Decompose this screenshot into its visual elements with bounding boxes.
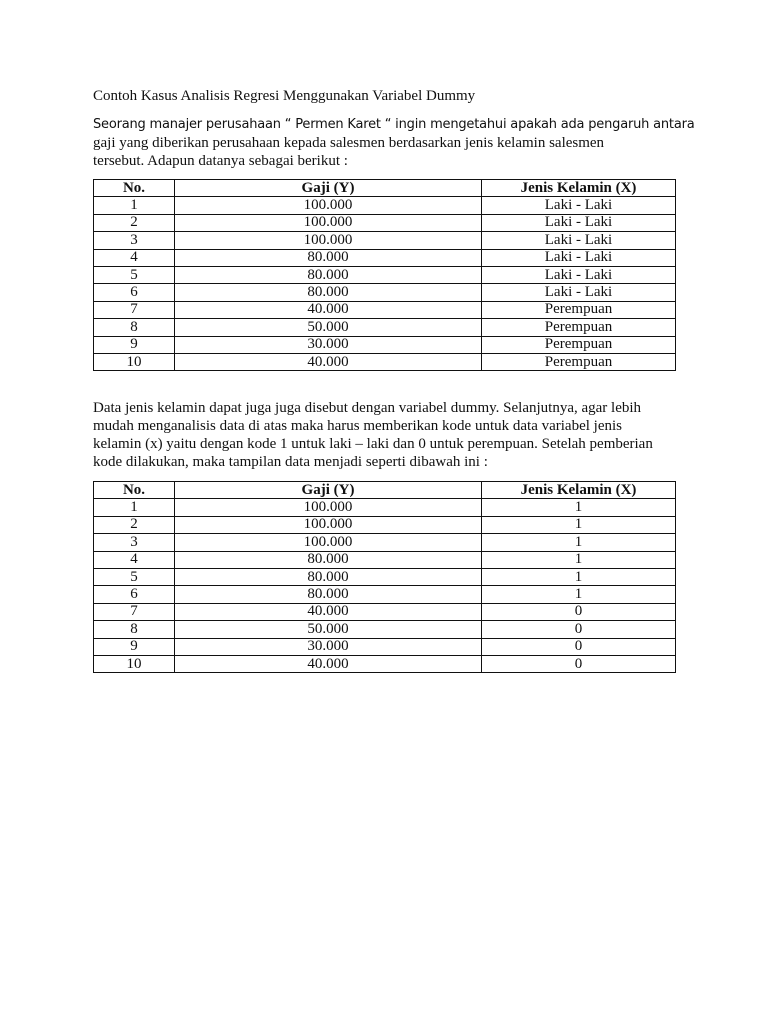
cell-gaji: 40.000 bbox=[175, 301, 482, 318]
table-row bbox=[94, 603, 676, 620]
cell-gaji: 80.000 bbox=[175, 568, 482, 585]
cell-no: 8 bbox=[94, 319, 175, 336]
cell-jenis-kelamin: 1 bbox=[482, 568, 676, 585]
table-row bbox=[94, 284, 676, 301]
cell-jenis-kelamin: Laki - Laki bbox=[482, 232, 676, 249]
explanation-paragraph bbox=[93, 399, 677, 471]
table-row bbox=[94, 319, 676, 336]
cell-no: 10 bbox=[94, 655, 175, 672]
intro-line: tersebut. Adapun datanya sebagai berikut : bbox=[93, 153, 348, 169]
cell-jenis-kelamin: Perempuan bbox=[482, 353, 676, 370]
explanation-line: kode dilakukan, maka tampilan data menjadi seperti dibawah ini : bbox=[93, 454, 488, 470]
cell-no: 7 bbox=[94, 603, 175, 620]
table-row bbox=[94, 534, 676, 551]
salary-gender-table bbox=[93, 179, 676, 371]
cell-gaji: 100.000 bbox=[175, 499, 482, 516]
cell-jenis-kelamin: 1 bbox=[482, 551, 676, 568]
document-title: Contoh Kasus Analisis Regresi Menggunakan Variabel Dummy bbox=[93, 88, 476, 104]
cell-no: 6 bbox=[94, 586, 175, 603]
column-header-jenis-kelamin: Jenis Kelamin (X) bbox=[482, 180, 676, 197]
table-row bbox=[94, 568, 676, 585]
explanation-line: Data jenis kelamin dapat juga juga disebut dengan variabel dummy. Selanjutnya, agar lebih bbox=[93, 400, 642, 416]
column-header-gaji: Gaji (Y) bbox=[175, 180, 482, 197]
cell-no: 10 bbox=[94, 353, 175, 370]
cell-no: 4 bbox=[94, 249, 175, 266]
explanation-line: kelamin (x) yaitu dengan kode 1 untuk laki – laki dan 0 untuk perempuan. Setelah pemberian bbox=[93, 436, 653, 452]
cell-gaji: 100.000 bbox=[175, 232, 482, 249]
table-body bbox=[94, 499, 676, 673]
cell-no: 9 bbox=[94, 336, 175, 353]
table-header-row bbox=[94, 180, 676, 197]
table-row bbox=[94, 232, 676, 249]
cell-no: 2 bbox=[94, 214, 175, 231]
cell-gaji: 80.000 bbox=[175, 249, 482, 266]
cell-jenis-kelamin: 1 bbox=[482, 534, 676, 551]
cell-no: 3 bbox=[94, 232, 175, 249]
cell-gaji: 100.000 bbox=[175, 214, 482, 231]
cell-jenis-kelamin: 1 bbox=[482, 586, 676, 603]
cell-jenis-kelamin: Laki - Laki bbox=[482, 266, 676, 283]
intro-line: gaji yang diberikan perusahaan kepada salesmen berdasarkan jenis kelamin salesmen bbox=[93, 135, 605, 151]
cell-jenis-kelamin: Laki - Laki bbox=[482, 249, 676, 266]
cell-no: 7 bbox=[94, 301, 175, 318]
cell-gaji: 80.000 bbox=[175, 284, 482, 301]
table-row bbox=[94, 353, 676, 370]
cell-jenis-kelamin: 1 bbox=[482, 516, 676, 533]
column-header-gaji: Gaji (Y) bbox=[175, 482, 482, 499]
cell-no: 4 bbox=[94, 551, 175, 568]
cell-gaji: 50.000 bbox=[175, 319, 482, 336]
table-row bbox=[94, 499, 676, 516]
explanation-line: mudah menganalisis data di atas maka harus memberikan kode untuk data variabel jenis bbox=[93, 418, 622, 434]
cell-jenis-kelamin: Perempuan bbox=[482, 301, 676, 318]
cell-gaji: 50.000 bbox=[175, 621, 482, 638]
table-row bbox=[94, 551, 676, 568]
table-row bbox=[94, 621, 676, 638]
cell-gaji: 30.000 bbox=[175, 336, 482, 353]
cell-no: 9 bbox=[94, 638, 175, 655]
cell-gaji: 80.000 bbox=[175, 586, 482, 603]
cell-jenis-kelamin: Laki - Laki bbox=[482, 284, 676, 301]
cell-no: 3 bbox=[94, 534, 175, 551]
cell-no: 5 bbox=[94, 568, 175, 585]
cell-gaji: 100.000 bbox=[175, 534, 482, 551]
cell-no: 1 bbox=[94, 499, 175, 516]
cell-gaji: 30.000 bbox=[175, 638, 482, 655]
cell-no: 6 bbox=[94, 284, 175, 301]
cell-jenis-kelamin: 0 bbox=[482, 621, 676, 638]
table-row bbox=[94, 638, 676, 655]
salary-dummy-table bbox=[93, 481, 676, 673]
cell-gaji: 100.000 bbox=[175, 516, 482, 533]
cell-jenis-kelamin: 0 bbox=[482, 603, 676, 620]
cell-no: 8 bbox=[94, 621, 175, 638]
intro-line: Seorang manajer perusahaan “ Permen Karet “ ingin mengetahui apakah ada pengaruh antara bbox=[93, 117, 695, 132]
cell-no: 1 bbox=[94, 197, 175, 214]
table-row bbox=[94, 197, 676, 214]
cell-gaji: 80.000 bbox=[175, 551, 482, 568]
cell-jenis-kelamin: Perempuan bbox=[482, 319, 676, 336]
column-header-jenis-kelamin: Jenis Kelamin (X) bbox=[482, 482, 676, 499]
cell-jenis-kelamin: 0 bbox=[482, 638, 676, 655]
cell-jenis-kelamin: 0 bbox=[482, 655, 676, 672]
cell-jenis-kelamin: Perempuan bbox=[482, 336, 676, 353]
cell-jenis-kelamin: 1 bbox=[482, 499, 676, 516]
table-row bbox=[94, 214, 676, 231]
table-row bbox=[94, 655, 676, 672]
table-row bbox=[94, 336, 676, 353]
cell-gaji: 80.000 bbox=[175, 266, 482, 283]
cell-jenis-kelamin: Laki - Laki bbox=[482, 197, 676, 214]
cell-gaji: 40.000 bbox=[175, 353, 482, 370]
cell-gaji: 100.000 bbox=[175, 197, 482, 214]
table-body bbox=[94, 197, 676, 371]
intro-paragraph bbox=[93, 116, 695, 170]
column-header-no: No. bbox=[94, 482, 175, 499]
table-header-row bbox=[94, 482, 676, 499]
cell-no: 2 bbox=[94, 516, 175, 533]
table-row bbox=[94, 249, 676, 266]
column-header-no: No. bbox=[94, 180, 175, 197]
table-row bbox=[94, 301, 676, 318]
table-row bbox=[94, 586, 676, 603]
cell-no: 5 bbox=[94, 266, 175, 283]
table-row bbox=[94, 516, 676, 533]
cell-jenis-kelamin: Laki - Laki bbox=[482, 214, 676, 231]
cell-gaji: 40.000 bbox=[175, 655, 482, 672]
table-row bbox=[94, 266, 676, 283]
cell-gaji: 40.000 bbox=[175, 603, 482, 620]
